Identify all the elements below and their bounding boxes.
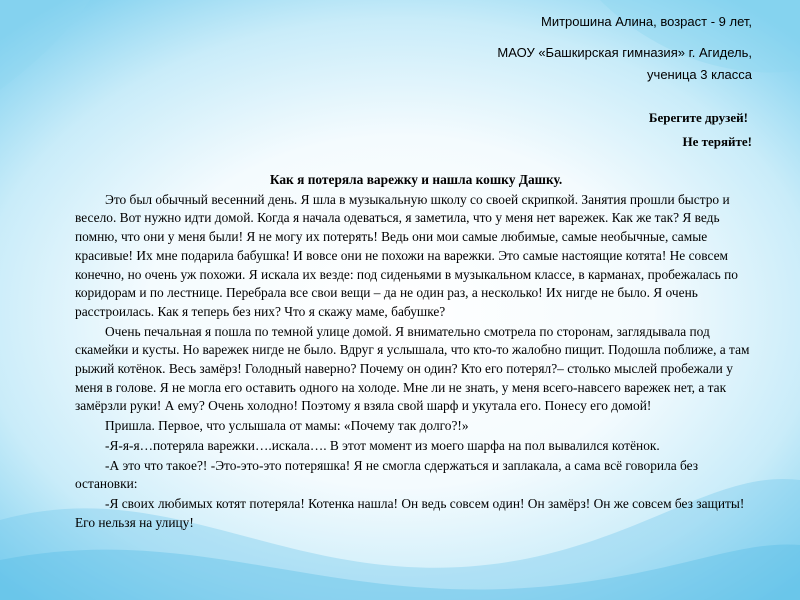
story-paragraph: Это был обычный весенний день. Я шла в музыкальную школу со своей скрипкой. Занятия прошли быстро и весело. Вот нужно идти домой. Когда я начала одеваться, я заметила, что у меня нет варежек. Как же так? Я ведь помню, что они у меня были! Я не могу их потерять! Ведь они мои самые любимые, самые необычные, самые красивые! Их мне подарила бабушка! И вовсе они не похожи на варежки. Это самые настоящие котята! Не совсем конечно, но очень уж похожи. Я искала их везде: под сиденьями в музыкальном классе, в карманах, пробежалась по коридорам и по лестнице. Перебрала все свои вещи – да не один раз, а несколько! Их нигде не было. Я очень расстроилась. Как я теперь без них? Что я скажу маме, бабушке? xyxy=(75,191,738,319)
school-line: МАОУ «Башкирская гимназия» г. Агидель, xyxy=(497,45,752,60)
story-paragraph: -Я своих любимых котят потеряла! Котенка нашла! Он ведь совсем один! Он замёрз! Он же совсем без защиты! Его нельзя на улицу! xyxy=(75,495,745,530)
story-paragraph: Очень печальная я пошла по темной улице домой. Я внимательно смотрела по сторонам, заглядывала под скамейки и кусты. Но варежек нигде не было. Вдруг я услышала, что кто-то жалобно пищит. Подошла поближе, а там рыжий котёнок. Весь замёрз! Голодный наверно? Почему он один? Кто его потерял?– столько мыслей пробежали у меня в голове. Я не могла его оставить одного на холоде. Мне ли не знать, у меня всего-навсего варежек нет, а так замёрзли руки! А ему? Очень холодно! Поэтому я взяла свой шарф и укутала его. Понесу его домой! xyxy=(75,323,750,414)
grade-line: ученица 3 класса xyxy=(647,67,752,82)
story-paragraph: -А это что такое?! -Это-это-это потеряшка! Я не смогла сдержаться и заплакала, а сама всё говорила без остановки: xyxy=(75,457,699,492)
slogan-line-2: Не теряйте! xyxy=(682,134,752,149)
story-paragraph: Пришла. Первое, что услышала от мамы: «Почему так долго?!» xyxy=(105,418,469,434)
slogan-line-1: Берегите друзей! xyxy=(648,110,748,125)
author-line: Митрошина Алина, возраст - 9 лет, xyxy=(541,14,752,29)
story-title: Как я потеряла варежку и нашла кошку Дашку. xyxy=(269,172,563,187)
story-paragraph: -Я-я-я…потеряла варежки….искала…. В этот момент из моего шарфа на пол вывалился котёнок. xyxy=(105,437,660,453)
story-body xyxy=(75,171,757,533)
